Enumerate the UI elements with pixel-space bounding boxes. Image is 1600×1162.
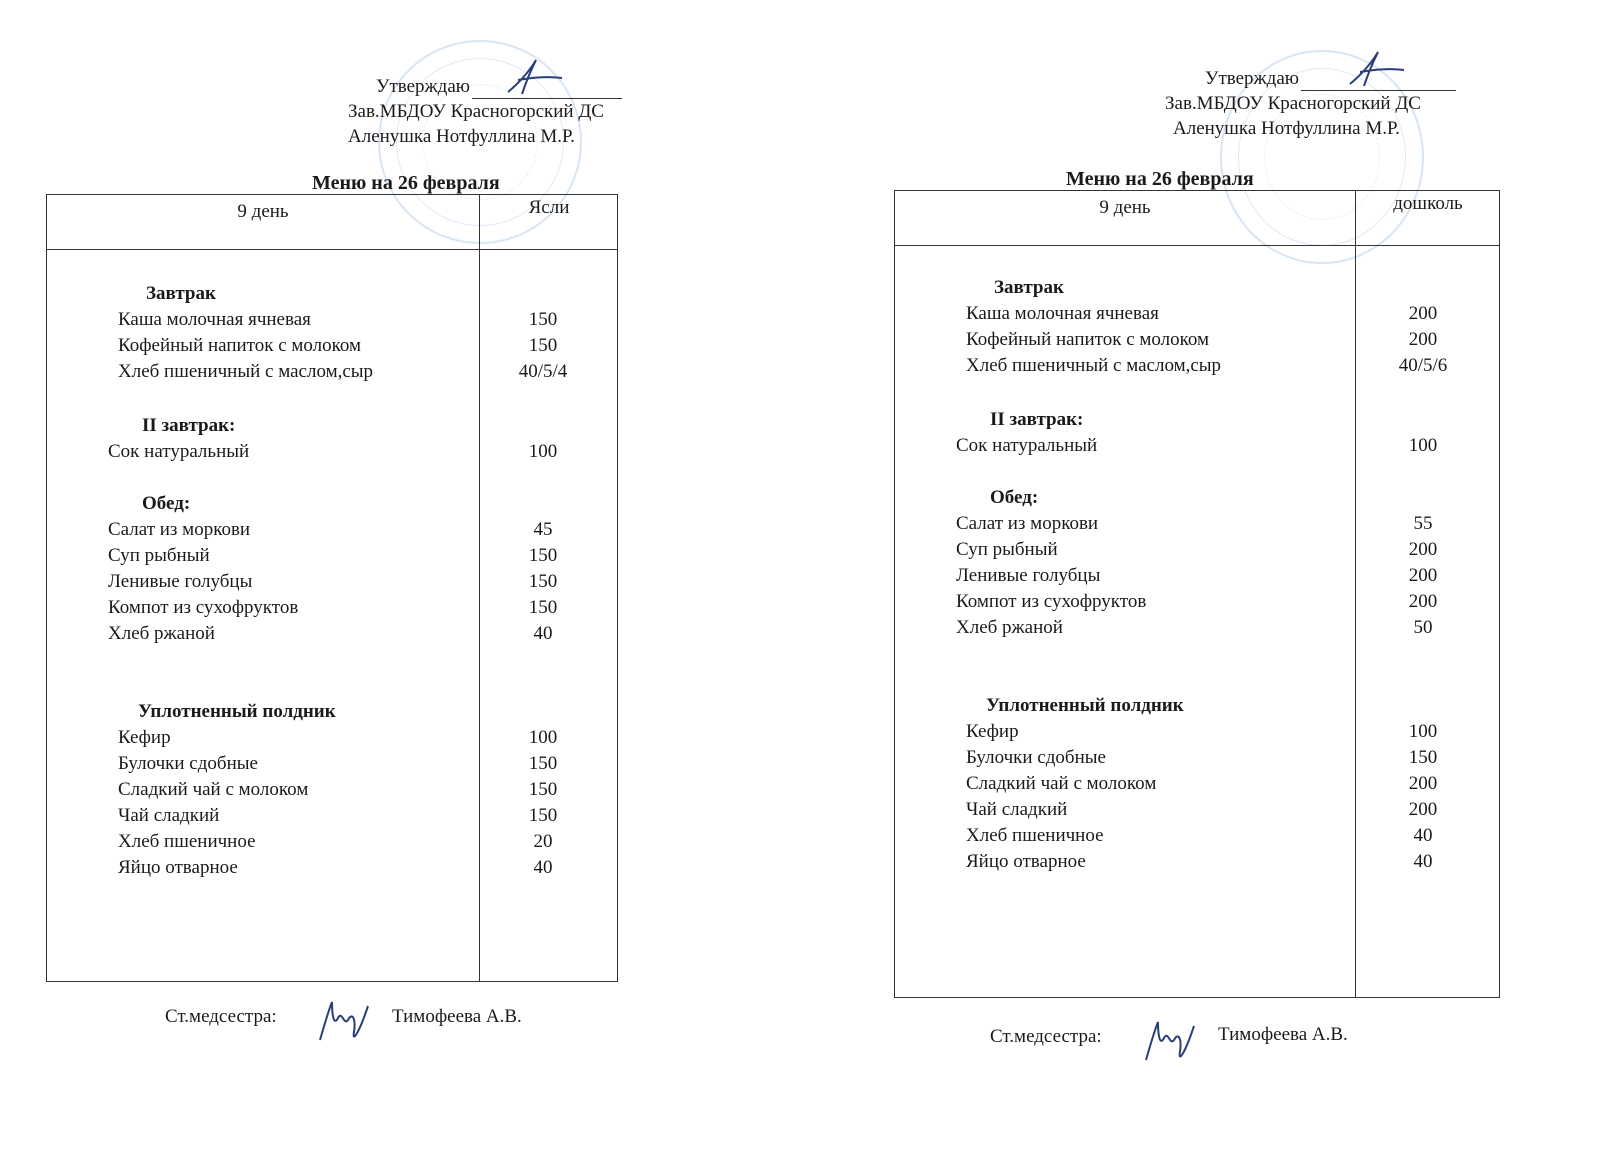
menu-row	[956, 539, 1476, 565]
portion-value: 200	[1408, 329, 1438, 350]
menu-row	[956, 565, 1476, 591]
portion-value: 200	[1408, 565, 1438, 586]
menu-row	[108, 623, 628, 649]
menu-row	[118, 857, 638, 883]
dish-name: Сладкий чай с молоком	[966, 773, 1157, 794]
portion-value: 40/5/4	[518, 361, 568, 382]
portion-value: 100	[1408, 721, 1438, 742]
nurse-name-wrap	[392, 1006, 522, 1028]
dish-name: Яйцо отварное	[118, 857, 238, 878]
portion-value: 150	[528, 571, 558, 592]
menu-row	[108, 571, 628, 597]
menu-row	[966, 773, 1486, 799]
portion-value: 150	[528, 545, 558, 566]
portion-value: 100	[1408, 435, 1438, 456]
portion-value: 150	[528, 597, 558, 618]
menu-row	[118, 361, 638, 387]
approval-name: Аленушка Нотфуллина М.Р.	[348, 126, 575, 147]
nurse-signature	[314, 996, 374, 1046]
approval-block	[1165, 66, 1475, 141]
menu-row	[956, 617, 1476, 643]
header-group: Ясли	[528, 197, 570, 218]
signature-line	[1301, 90, 1456, 91]
menu-page-preschool	[800, 0, 1600, 1162]
section-title: Обед:	[142, 493, 191, 514]
menu-row	[118, 831, 638, 857]
menu-row	[956, 435, 1476, 461]
dish-name: Чай сладкий	[118, 805, 220, 826]
menu-row	[966, 799, 1486, 825]
dish-name: Сок натуральный	[956, 435, 1098, 456]
header-divider	[47, 249, 617, 250]
dish-name: Сладкий чай с молоком	[118, 779, 309, 800]
portion-value: 40	[1413, 851, 1433, 872]
dish-name: Булочки сдобные	[118, 753, 258, 774]
section-title: II завтрак:	[990, 409, 1084, 430]
director-signature	[500, 58, 570, 98]
portion-value: 200	[1408, 591, 1438, 612]
portion-value: 150	[528, 309, 558, 330]
portion-value: 40/5/6	[1398, 355, 1448, 376]
menu-row	[966, 355, 1486, 381]
menu-row	[966, 329, 1486, 355]
dish-name: Кефир	[118, 727, 171, 748]
menu-title: Меню на 26 февраля	[1066, 168, 1254, 190]
menu-row	[966, 721, 1486, 747]
dish-name: Компот из сухофруктов	[956, 591, 1147, 612]
portion-value: 40	[533, 857, 553, 878]
section-title: Завтрак	[146, 283, 216, 304]
dish-name: Ленивые голубцы	[956, 565, 1101, 586]
nurse-name: Тимофеева А.В.	[392, 1006, 522, 1027]
menu-row	[108, 441, 628, 467]
dish-name: Хлеб пшеничный с маслом,сыр	[118, 361, 374, 382]
nurse-name: Тимофеева А.В.	[1218, 1024, 1348, 1045]
portion-value: 40	[1413, 825, 1433, 846]
portion-value: 50	[1413, 617, 1433, 638]
section-title: II завтрак:	[142, 415, 236, 436]
portion-value: 100	[528, 441, 558, 462]
signature-line	[472, 98, 622, 99]
header-divider	[895, 245, 1499, 246]
dish-name: Каша молочная ячневая	[966, 303, 1159, 324]
section-title: Уплотненный полдник	[986, 695, 1184, 716]
portion-value: 200	[1408, 303, 1438, 324]
portion-value: 150	[1408, 747, 1438, 768]
menu-row	[118, 753, 638, 779]
approval-word: Утверждаю	[1205, 68, 1299, 89]
menu-title: Меню на 26 февраля	[312, 172, 500, 194]
dish-name: Салат из моркови	[108, 519, 251, 540]
portion-value: 150	[528, 335, 558, 356]
portion-value: 55	[1413, 513, 1433, 534]
dish-name: Хлеб пшеничное	[966, 825, 1104, 846]
dish-name: Хлеб пшеничный с маслом,сыр	[966, 355, 1222, 376]
dish-name: Компот из сухофруктов	[108, 597, 299, 618]
menu-row	[966, 303, 1486, 329]
portion-value: 40	[533, 623, 553, 644]
section-title: Завтрак	[994, 277, 1064, 298]
approval-position: Зав.МБДОУ Красногорский ДС	[1165, 93, 1421, 114]
dish-name: Кефир	[966, 721, 1019, 742]
portion-value: 150	[528, 805, 558, 826]
nurse-label: Ст.медсестра:	[990, 1026, 1102, 1047]
approval-word: Утверждаю	[376, 76, 470, 97]
portion-value: 20	[533, 831, 553, 852]
menu-row	[118, 335, 638, 361]
dish-name: Булочки сдобные	[966, 747, 1106, 768]
dish-name: Суп рыбный	[956, 539, 1058, 560]
nurse-label: Ст.медсестра:	[165, 1006, 277, 1027]
section-title: Обед:	[990, 487, 1039, 508]
dish-name: Чай сладкий	[966, 799, 1068, 820]
dish-name: Кофейный напиток с молоком	[118, 335, 362, 356]
dish-name: Хлеб ржаной	[956, 617, 1063, 638]
dish-name: Салат из моркови	[956, 513, 1099, 534]
menu-row	[118, 309, 638, 335]
menu-row	[108, 597, 628, 623]
menu-row	[956, 591, 1476, 617]
approval-position: Зав.МБДОУ Красногорский ДС	[348, 101, 604, 122]
section-title: Уплотненный полдник	[138, 701, 336, 722]
menu-row	[118, 779, 638, 805]
menu-row	[118, 805, 638, 831]
portion-value: 150	[528, 779, 558, 800]
menu-row	[966, 851, 1486, 877]
menu-row	[956, 513, 1476, 539]
nurse-signature-block	[165, 1006, 277, 1028]
portion-value: 200	[1408, 799, 1438, 820]
director-signature	[1342, 50, 1412, 90]
nurse-signature	[1140, 1016, 1200, 1066]
dish-name: Ленивые голубцы	[108, 571, 253, 592]
portion-value: 45	[533, 519, 553, 540]
portion-value: 200	[1408, 539, 1438, 560]
portion-value: 200	[1408, 773, 1438, 794]
dish-name: Кофейный напиток с молоком	[966, 329, 1210, 350]
dish-name: Суп рыбный	[108, 545, 210, 566]
dish-name: Хлеб пшеничное	[118, 831, 256, 852]
dish-name: Яйцо отварное	[966, 851, 1086, 872]
portion-value: 150	[528, 753, 558, 774]
approval-name: Аленушка Нотфуллина М.Р.	[1173, 118, 1400, 139]
portion-value: 100	[528, 727, 558, 748]
menu-row	[108, 545, 628, 571]
menu-row	[966, 747, 1486, 773]
dish-name: Каша молочная ячневая	[118, 309, 311, 330]
menu-row	[108, 519, 628, 545]
menu-row	[118, 727, 638, 753]
header-day: 9 день	[237, 201, 289, 222]
header-group: дошколь	[1393, 193, 1463, 214]
menu-row	[966, 825, 1486, 851]
dish-name: Хлеб ржаной	[108, 623, 215, 644]
dish-name: Сок натуральный	[108, 441, 250, 462]
nurse-signature-block	[990, 1026, 1102, 1048]
approval-block	[348, 74, 648, 149]
header-day: 9 день	[1099, 197, 1151, 218]
nurse-name-wrap	[1218, 1024, 1348, 1046]
